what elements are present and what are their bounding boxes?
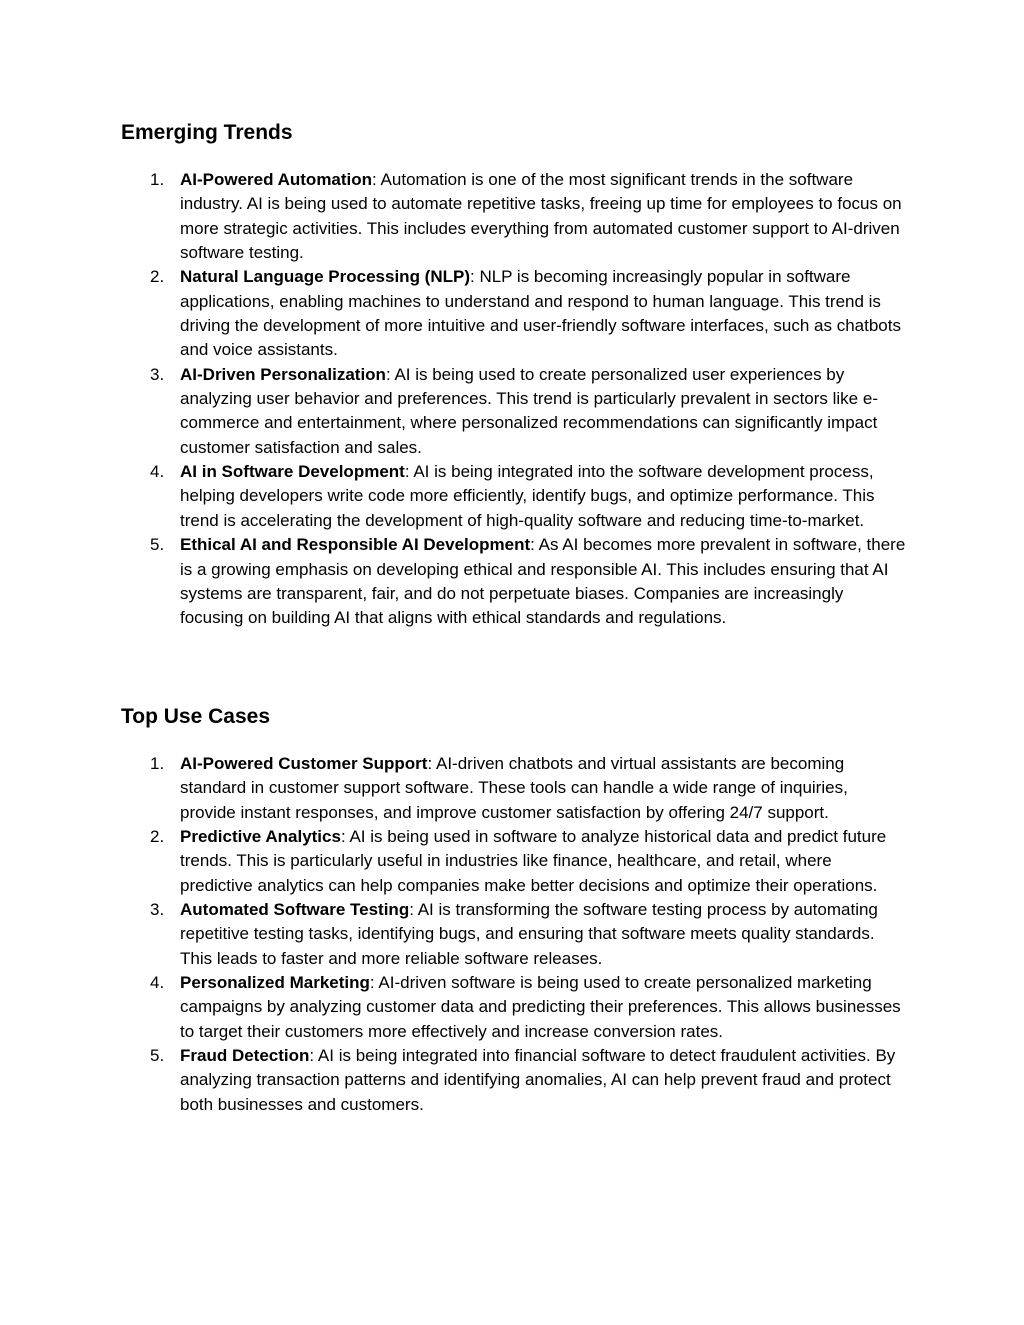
list-item xyxy=(121,1044,911,1117)
list-item-number: 5. xyxy=(150,1046,165,1066)
list-item-term: Natural Language Processing (NLP) xyxy=(180,267,470,287)
list-item-text xyxy=(180,533,908,630)
list-item-description: : AI is being used in software to analyze historical data and predict future trends. This is particularly useful in industries like finance, healthcare, and retail, where predictive analytics can help companies make better decisions and optimize their operations. xyxy=(180,827,887,895)
section-emerging-trends xyxy=(121,118,911,628)
list-item-description: : AI is being integrated into the software development process, helping developers write code more efficiently, identify bugs, and optimize performance. This trend is accelerating the development of high-quality software and reducing time-to-market. xyxy=(180,462,875,530)
list-item-number: 2. xyxy=(150,827,165,847)
list-item-term: Predictive Analytics xyxy=(180,827,341,847)
list-item-term: Ethical AI and Responsible AI Development xyxy=(180,535,531,555)
list-item-number: 1. xyxy=(150,170,165,189)
list-item-text xyxy=(180,168,908,265)
list-item xyxy=(121,825,911,898)
list-item-description: : AI is transforming the software testing process by automating repetitive testing tasks, identifying bugs, and ensuring that software meets quality standards. This leads to faster and more reliable software releases. xyxy=(180,900,878,968)
list-item-term: Automated Software Testing xyxy=(180,900,410,920)
list-item-text xyxy=(180,265,908,362)
list-item-description: : AI is being integrated into financial software to detect fraudulent activities. By analyzing transaction patterns and identifying anomalies, AI can help prevent fraud and protect both businesses and customers. xyxy=(180,1046,896,1114)
list-item-text xyxy=(180,460,908,533)
list-item-term: AI-Powered Customer Support xyxy=(180,754,428,773)
list-item-text xyxy=(180,825,908,898)
list-item-description: : AI-driven chatbots and virtual assistants are becoming standard in customer support software. These tools can handle a wide range of inquiries, provide instant responses, and improve customer satisfaction by offering 24/7 support. xyxy=(180,754,848,822)
section-title-emerging-trends: Emerging Trends xyxy=(121,121,293,144)
list-item-text xyxy=(180,1044,908,1117)
list-item-term: AI in Software Development xyxy=(180,462,405,482)
list-item-number: 2. xyxy=(150,267,165,287)
list-item-number: 3. xyxy=(150,900,165,920)
list-item-description: : NLP is becoming increasingly popular in software applications, enabling machines to understand and respond to human language. This trend is driving the development of more intuitive and user-friendly software interfaces, such as chatbots and voice assistants. xyxy=(180,267,901,360)
list-item-term: Personalized Marketing xyxy=(180,973,370,993)
list-item xyxy=(121,168,911,265)
list-item xyxy=(121,898,911,971)
list-item-text xyxy=(180,971,908,1044)
list-item-term: AI-Driven Personalization xyxy=(180,364,386,384)
list-item-term: AI-Powered Automation xyxy=(180,170,373,189)
list-item-description: : Automation is one of the most significant trends in the software industry. AI is being used to automate repetitive tasks, freeing up time for employees to focus on more strategic activities. This includes everything from automated customer support to AI-driven software testing. xyxy=(180,170,902,263)
list-item-text xyxy=(180,363,908,460)
list-item xyxy=(121,533,911,630)
list-item-term: Fraud Detection xyxy=(180,1046,310,1066)
list-item xyxy=(121,265,911,362)
list-item-text xyxy=(180,898,908,971)
list-item xyxy=(121,363,911,460)
top-use-cases-list xyxy=(121,752,911,1117)
list-item-number: 4. xyxy=(150,462,165,482)
list-item-description: : AI-driven software is being used to create personalized marketing campaigns by analyzing customer data and predicting their preferences. This allows businesses to target their customers more effectively and increase conversion rates. xyxy=(180,973,901,1041)
list-item-number: 3. xyxy=(150,364,165,384)
emerging-trends-list xyxy=(121,168,911,631)
list-item xyxy=(121,752,911,825)
list-item-text xyxy=(180,752,908,825)
section-title-top-use-cases: Top Use Cases xyxy=(121,705,270,728)
list-item-number: 5. xyxy=(150,535,165,555)
list-item-description: : AI is being used to create personalized user experiences by analyzing user behavior and preferences. This trend is particularly prevalent in sectors like e-commerce and entertainment, where personalized recommendations can significantly impact customer satisfaction and sales. xyxy=(180,364,878,457)
section-top-use-cases xyxy=(121,702,911,1114)
list-item-number: 1. xyxy=(150,754,165,773)
list-item-number: 4. xyxy=(150,973,165,993)
list-item xyxy=(121,460,911,533)
list-item xyxy=(121,971,911,1044)
list-item-description: : As AI becomes more prevalent in software, there is a growing emphasis on developing ethical and responsible AI. This includes ensuring that AI systems are transparent, fair, and do not perpetuate biases. Companies are increasingly focusing on building AI that aligns with ethical standards and regulations. xyxy=(180,535,906,628)
